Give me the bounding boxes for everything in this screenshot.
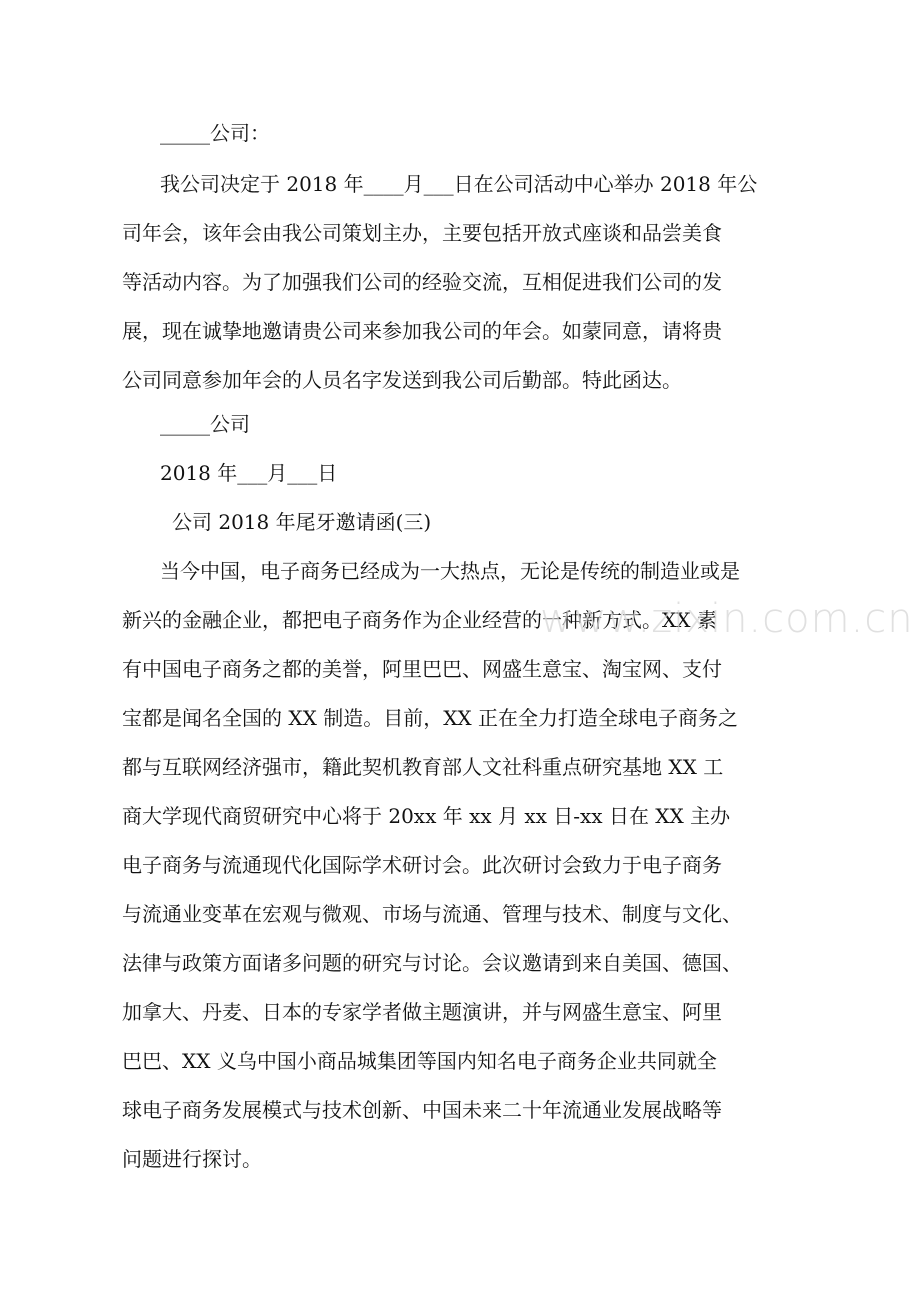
letter-two-line-4: 宝都是闻名全国的 XX 制造。目前，XX 正在全力打造全球电子商务之	[122, 706, 739, 730]
letter-two-line-13: 问题进行探讨。	[122, 1147, 262, 1171]
letter-one-line-1: 我公司决定于 2018 年____月___日在公司活动中心举办 2018 年公	[160, 172, 758, 196]
letter-two-line-5: 都与互联网经济强市，籍此契机教育部人文社科重点研究基地 XX 工	[122, 755, 724, 779]
letter-one-line-2: 司年会，该年会由我公司策划主办，主要包括开放式座谈和品尝美食	[122, 221, 722, 245]
letter-two-line-9: 法律与政策方面诸多问题的研究与讨论。会议邀请到来自美国、德国、	[122, 951, 742, 975]
letter-two-line-1: 当今中国，电子商务已经成为一大热点，无论是传统的制造业或是	[160, 559, 740, 583]
letter-one-salutation: _____公司：	[160, 121, 270, 145]
watermark-text: www.zixin.com.cn	[540, 596, 914, 642]
letter-two-line-8: 与流通业变革在宏观与微观、市场与流通、管理与技术、制度与文化、	[122, 902, 742, 926]
letter-two-line-7: 电子商务与流通现代化国际学术研讨会。此次研讨会致力于电子商务	[122, 853, 722, 877]
letter-two-line-11: 巴巴、XX 义乌中国小商品城集团等国内知名电子商务企业共同就全	[122, 1049, 717, 1073]
letter-one-signature: _____公司	[160, 412, 250, 436]
letter-one-line-4: 展，现在诚挚地邀请贵公司来参加我公司的年会。如蒙同意，请将贵	[122, 319, 722, 343]
letter-two-line-10: 加拿大、丹麦、日本的专家学者做主题演讲，并与网盛生意宝、阿里	[122, 1000, 722, 1024]
letter-two-line-2: 新兴的金融企业，都把电子商务作为企业经营的一种新方式。XX 素	[122, 608, 717, 632]
letter-two-line-12: 球电子商务发展模式与技术创新、中国未来二十年流通业发展战略等	[122, 1098, 722, 1122]
letter-one-date: 2018 年___月___日	[160, 461, 338, 485]
letter-one-line-3: 等活动内容。为了加强我们公司的经验交流，互相促进我们公司的发	[122, 270, 722, 294]
letter-two-line-3: 有中国电子商务之都的美誉，阿里巴巴、网盛生意宝、淘宝网、支付	[122, 657, 722, 681]
letter-one-line-5: 公司同意参加年会的人员名字发送到我公司后勤部。特此函达。	[122, 368, 682, 392]
letter-two-title: 公司 2018 年尾牙邀请函(三)	[172, 510, 432, 534]
letter-two-line-6: 商大学现代商贸研究中心将于 20xx 年 xx 月 xx 日-xx 日在 XX 主办	[122, 804, 731, 828]
